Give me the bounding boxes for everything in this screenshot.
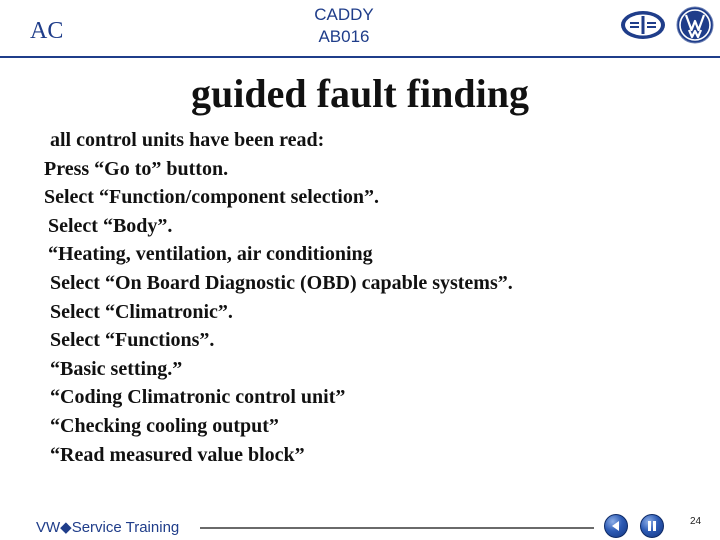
slide-title: guided fault finding: [191, 71, 529, 116]
pause-button[interactable]: [640, 514, 664, 538]
pause-icon: [641, 515, 663, 537]
footer-brand: VW◆Service Training: [36, 519, 180, 536]
instruction-line: Select “Body”.: [48, 214, 173, 237]
triangle-left-icon: [605, 515, 627, 537]
instruction-line: “Heating, ventilation, air conditioning: [48, 243, 373, 266]
instruction-line: “Read measured value block”: [50, 443, 305, 466]
instruction-line: Press “Go to” button.: [44, 157, 229, 180]
instruction-line: “Checking cooling output”: [50, 414, 279, 437]
faw-logo-icon: [620, 10, 666, 40]
vw-logo-icon: [676, 6, 714, 44]
previous-button[interactable]: [604, 514, 628, 538]
instruction-line: “Basic setting.”: [50, 357, 183, 380]
header-model: [294, 4, 394, 48]
instruction-line: Select “On Board Diagnostic (OBD) capable systems”.: [50, 271, 513, 294]
instruction-line: “Coding Climatronic control unit”: [50, 386, 346, 409]
instruction-line: all control units have been read:: [50, 129, 325, 151]
instruction-line: Select “Function/component selection”.: [44, 186, 379, 209]
footer-divider: [200, 527, 594, 529]
page-number: 24: [690, 516, 702, 527]
instruction-line: Select “Climatronic”.: [50, 300, 233, 323]
instruction-list: [36, 126, 696, 469]
model-name: CADDY: [314, 5, 374, 24]
model-code: AB016: [318, 27, 370, 46]
header-divider: [0, 56, 720, 58]
section-label: AC: [30, 18, 64, 44]
instruction-line: Select “Functions”.: [50, 329, 215, 352]
